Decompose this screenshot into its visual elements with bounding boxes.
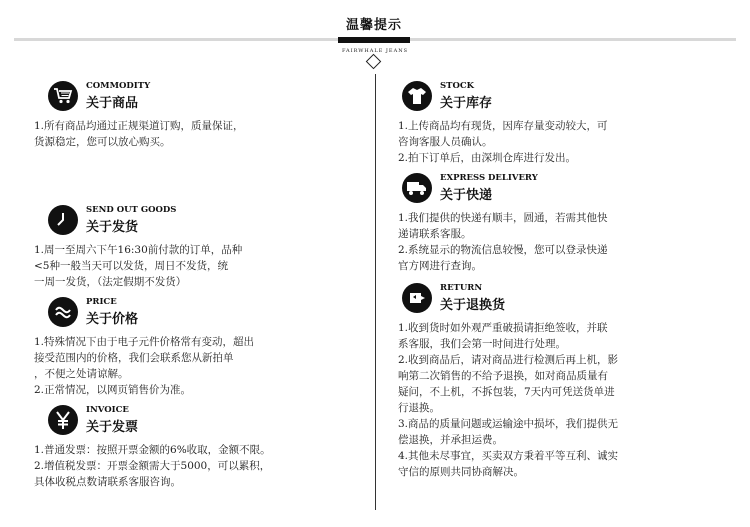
text-line: 响第二次销售的不给予退换，如对商品质量有 [398, 370, 608, 382]
text-line: 2.正常情况，以网页销售价为准。 [34, 384, 192, 396]
text-line: 1.收到货时如外观严重破损请拒绝签收，并联 [398, 322, 608, 334]
section-title-cn: 关于价格 [86, 312, 139, 327]
section-title-en: EXPRESS DELIVERY [440, 173, 538, 183]
page-title: 温馨提示 [345, 18, 402, 33]
section-text [34, 118, 244, 150]
text-line: 疑问，不上机，不拆包装，7天内可凭送货单进 [398, 386, 615, 398]
section-title-cn: 关于发货 [86, 220, 139, 235]
section-stock [398, 80, 608, 166]
shirt-icon [402, 81, 432, 111]
text-line: 咨询客服人员确认。 [398, 136, 493, 148]
text-line: 货源稳定，您可以放心购买。 [34, 136, 171, 148]
text-line: 偿退换，并承担运费。 [398, 434, 503, 446]
column-divider [375, 74, 376, 510]
text-line: 官方网进行查询。 [398, 260, 482, 272]
return-icon [402, 283, 432, 313]
section-return [398, 282, 619, 480]
section-title-cn: 关于库存 [440, 96, 493, 111]
cart-icon [48, 81, 78, 111]
truck-icon [402, 173, 432, 203]
diamond-ornament-icon [366, 54, 382, 70]
section-text [34, 334, 254, 398]
yen-icon [48, 405, 78, 435]
section-price [34, 296, 255, 398]
brand-name: FAIRWHALE JEANS [341, 48, 408, 54]
section-title-cn: 关于发票 [86, 420, 139, 435]
text-line: 1.我们提供的快递有顺丰，圆通，若需其他快 [398, 212, 608, 224]
section-express-delivery [398, 172, 608, 274]
wave-icon [48, 297, 78, 327]
header-rule-right [410, 38, 736, 41]
header-rule-left [14, 38, 338, 41]
text-line: <5种一般当天可以发货，周日不发货，统 [34, 260, 228, 272]
text-line: 接受范围内的价格，我们会联系您从新拍单 [34, 352, 234, 364]
title-underline-bar [338, 37, 410, 43]
text-line: 3.商品的质量问题或运输途中损坏，我们提供无 [398, 418, 619, 430]
section-title-en: STOCK [440, 81, 475, 91]
section-title-cn: 关于商品 [86, 96, 139, 111]
text-line: 1.特殊情况下由于电子元件价格常有变动，超出 [34, 336, 255, 348]
section-text [34, 242, 242, 290]
text-line: 守信的原则共同协商解决。 [398, 466, 524, 478]
section-title-cn: 关于快递 [440, 188, 493, 203]
section-title-en: COMMODITY [86, 81, 151, 91]
text-line: 1.所有商品均通过正规渠道订购，质量保证， [34, 120, 244, 132]
section-text [398, 320, 618, 480]
clock-icon [48, 205, 78, 235]
section-text [34, 442, 271, 490]
section-title-en: SEND OUT GOODS [86, 205, 177, 215]
text-line: 2.拍下订单后，由深圳仓库进行发出。 [398, 152, 577, 164]
text-line: 系客服，我们会第一时间进行处理。 [398, 338, 566, 350]
text-line: 行退换。 [398, 402, 440, 414]
text-line: 1.普通发票：按照开票金额的6%收取，金额不限。 [34, 444, 271, 456]
section-text [398, 118, 608, 166]
text-line: 2.增值税发票：开票金额需大于5000，可以累积， [34, 460, 271, 472]
text-line: 一周一发货，（法定假期不发货） [34, 276, 187, 288]
text-line: 1.上传商品均有现货，因库存量变动较大，可 [398, 120, 608, 132]
section-title-en: INVOICE [86, 405, 129, 415]
text-line: 1.周一至周六下午16:30前付款的订单，品种 [34, 244, 243, 256]
section-invoice [34, 404, 271, 490]
section-commodity [34, 80, 244, 150]
section-title-en: PRICE [86, 297, 117, 307]
text-line: 具体收税点数请联系客服咨询。 [34, 476, 181, 488]
text-line: 2.系统显示的物流信息较慢，您可以登录快递 [398, 244, 608, 256]
section-title-en: RETURN [440, 283, 483, 293]
section-title-cn: 关于退换货 [440, 298, 506, 313]
text-line: 4.其他未尽事宜，买卖双方秉着平等互利、诚实 [398, 450, 619, 462]
header [338, 14, 410, 43]
section-text [398, 210, 608, 274]
text-line: ，不便之处请谅解。 [34, 368, 129, 380]
text-line: 递请联系客服。 [398, 228, 472, 240]
text-line: 2.收到商品后，请对商品进行检测后再上机，影 [398, 354, 619, 366]
section-send-out-goods [34, 204, 243, 290]
